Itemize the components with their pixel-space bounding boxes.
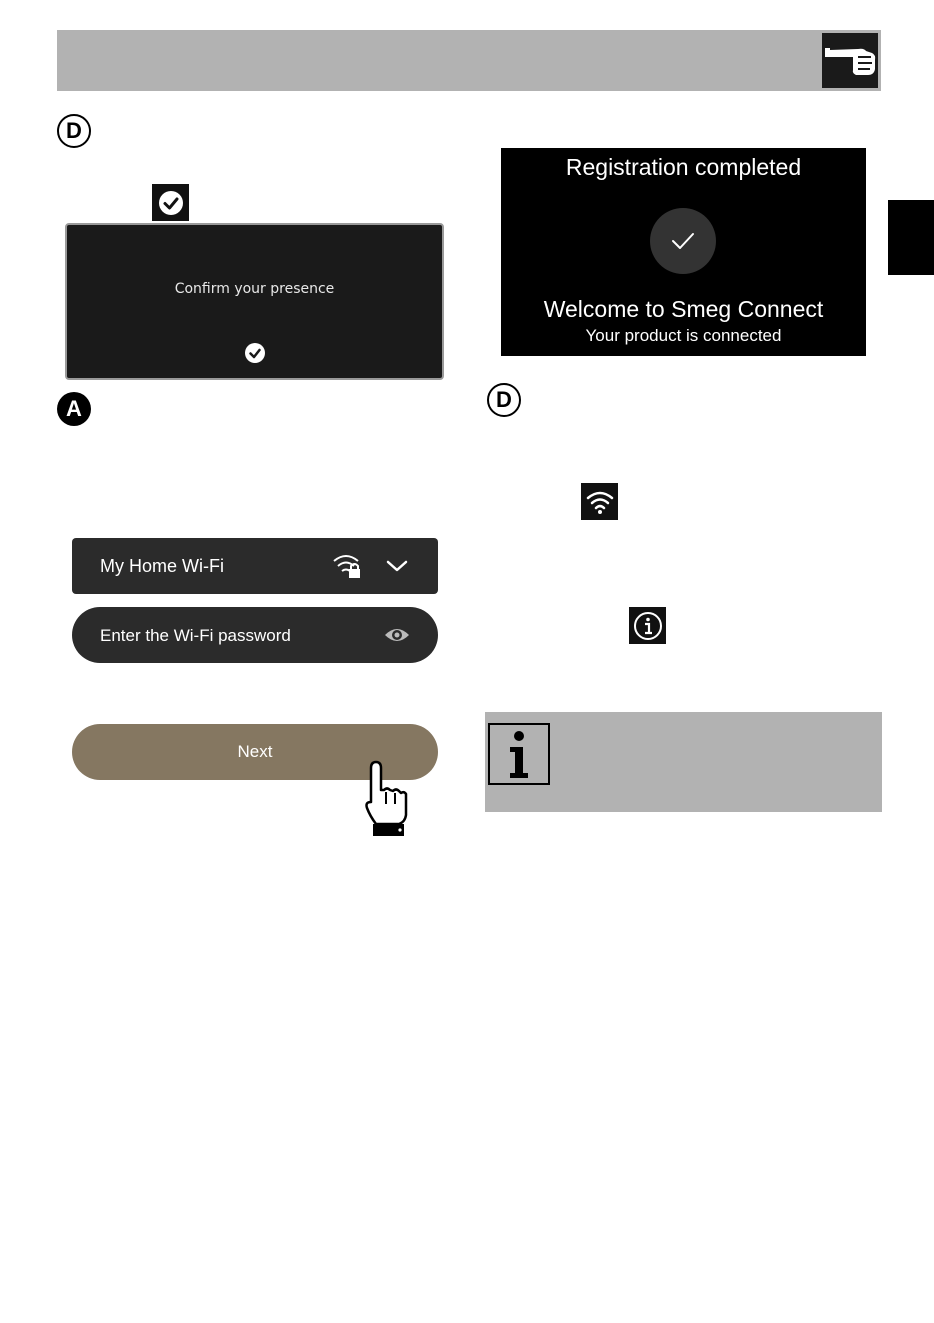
next-button-label: Next [237, 742, 273, 761]
registration-completed-panel [501, 148, 866, 356]
password-placeholder: Enter the Wi-Fi password [100, 626, 291, 645]
step-a-letter: A [66, 396, 82, 421]
step-d-letter-right: D [496, 387, 512, 412]
step-d-badge-right [487, 383, 521, 417]
wifi-network-name: My Home Wi-Fi [100, 556, 224, 576]
info-note-box [485, 712, 882, 812]
chevron-down-icon[interactable] [386, 556, 408, 576]
wifi-password-input[interactable] [72, 607, 438, 663]
chapter-tab [888, 200, 934, 275]
step-a-badge [57, 392, 91, 426]
checkmark-icon [650, 208, 716, 274]
step-d-badge [57, 114, 91, 148]
wifi-lock-icon [332, 552, 362, 580]
pointing-hand-icon [822, 33, 878, 88]
wifi-icon [581, 483, 618, 520]
connected-text: Your product is connected [585, 326, 782, 345]
info-icon [488, 723, 550, 785]
wifi-network-select[interactable] [72, 538, 438, 594]
confirm-presence-text: Confirm your presence [174, 281, 335, 297]
registration-title: Registration completed [565, 154, 802, 180]
tapping-hand-icon [362, 760, 410, 838]
confirm-presence-panel [65, 223, 444, 380]
welcome-text: Welcome to Smeg Connect [543, 296, 824, 322]
info-circle-icon [629, 607, 666, 644]
page-header-bar [57, 30, 881, 91]
check-circle-icon[interactable] [245, 343, 265, 363]
step-d-letter: D [66, 118, 82, 143]
check-circle-icon [152, 184, 189, 221]
eye-icon[interactable] [384, 625, 410, 645]
